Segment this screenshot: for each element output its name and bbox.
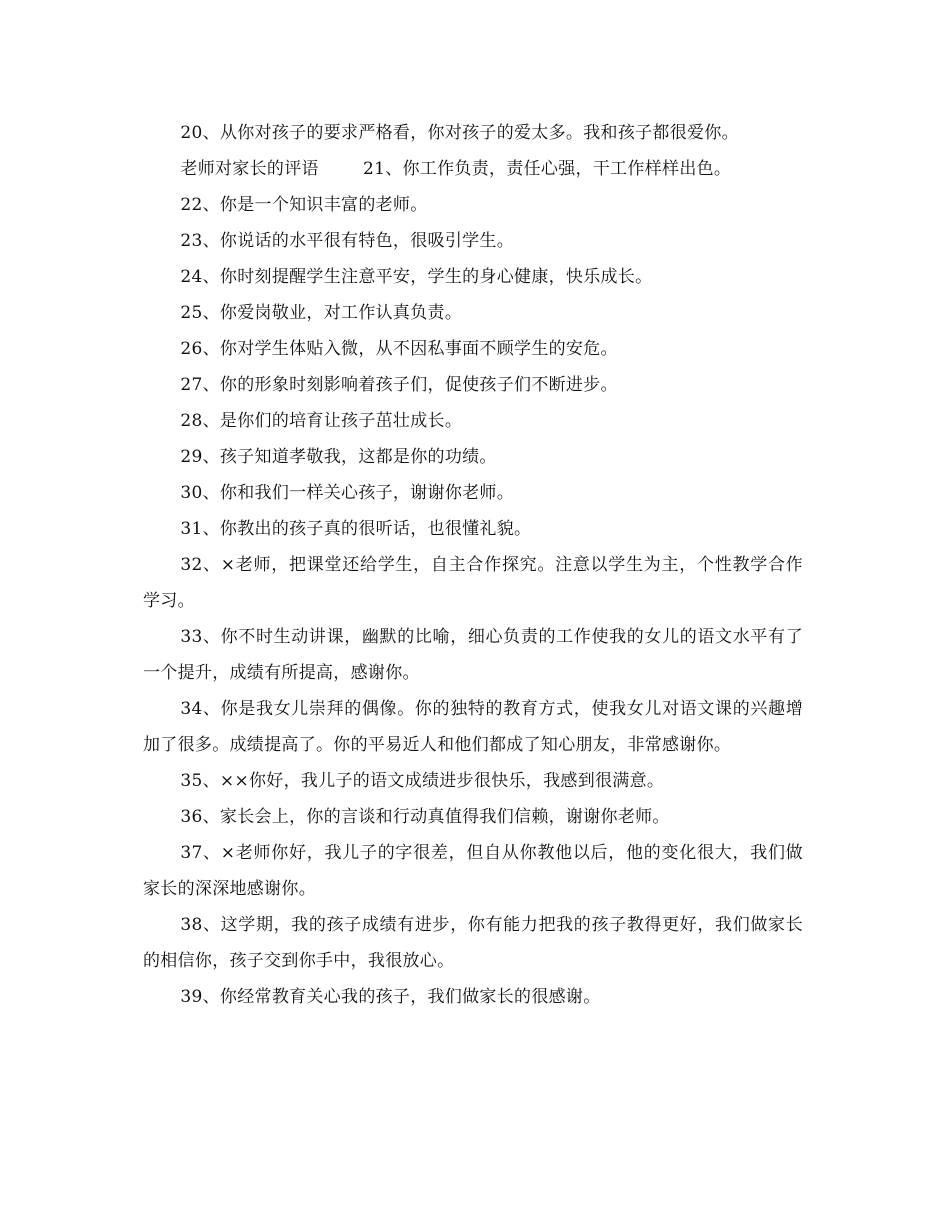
paragraph-27: 27、你的形象时刻影响着孩子们，促使孩子们不断进步。 — [180, 375, 618, 395]
paragraph-29: 29、孩子知道孝敬我，这都是你的功绩。 — [180, 447, 497, 467]
paragraph-23: 23、你说话的水平很有特色，很吸引学生。 — [180, 231, 515, 251]
paragraph-34: 34、你是我女儿崇拜的偶像。你的独特的教育方式，使我女儿对语文课的兴趣增加了很多。成绩提高了。你的平易近人和他们都成了知心朋友，非常感谢你。 — [143, 699, 803, 755]
paragraph-28: 28、是你们的培育让孩子茁壮成长。 — [180, 411, 463, 431]
paragraph-39: 39、你经常教育关心我的孩子，我们做家长的很感谢。 — [180, 987, 601, 1007]
paragraph-32: 32、×老师，把课堂还给学生，自主合作探究。注意以学生为主，个性教学合作学习。 — [143, 555, 803, 611]
paragraph-30: 30、你和我们一样关心孩子，谢谢你老师。 — [180, 483, 515, 503]
paragraph-33: 33、你不时生动讲课，幽默的比喻，细心负责的工作使我的女儿的语文水平有了一个提升，成绩有所提高，感谢你。 — [143, 627, 803, 683]
paragraph-25: 25、你爱岗敬业，对工作认真负责。 — [180, 303, 463, 323]
document-body — [143, 115, 803, 1015]
paragraph-36: 36、家长会上，你的言谈和行动真值得我们信赖，谢谢你老师。 — [180, 807, 670, 827]
paragraph-26: 26、你对学生体贴入微，从不因私事面不顾学生的安危。 — [180, 339, 618, 359]
paragraph-35: 35、××你好，我儿子的语文成绩进步很快乐，我感到很满意。 — [180, 771, 665, 791]
section-heading: 老师对家长的评语 — [180, 159, 319, 179]
paragraph-20: 20、从你对孩子的要求严格看，你对孩子的爱太多。我和孩子都很爱你。 — [180, 123, 739, 143]
paragraph-37: 37、×老师你好，我儿子的字很差，但自从你教他以后，他的变化很大，我们做家长的深深地感谢你。 — [143, 843, 803, 899]
paragraph-38: 38、这学期，我的孩子成绩有进步，你有能力把我的孩子教得更好，我们做家长的相信你，孩子交到你手中，我很放心。 — [143, 915, 803, 971]
paragraph-24: 24、你时刻提醒学生注意平安，学生的身心健康，快乐成长。 — [180, 267, 653, 287]
paragraph-22: 22、你是一个知识丰富的老师。 — [180, 195, 428, 215]
paragraph-21 — [143, 151, 803, 187]
paragraph-31: 31、你教出的孩子真的很听话，也很懂礼貌。 — [180, 519, 532, 539]
paragraph-21-text: 21、你工作负责，责任心强，干工作样样出色。 — [362, 159, 732, 179]
